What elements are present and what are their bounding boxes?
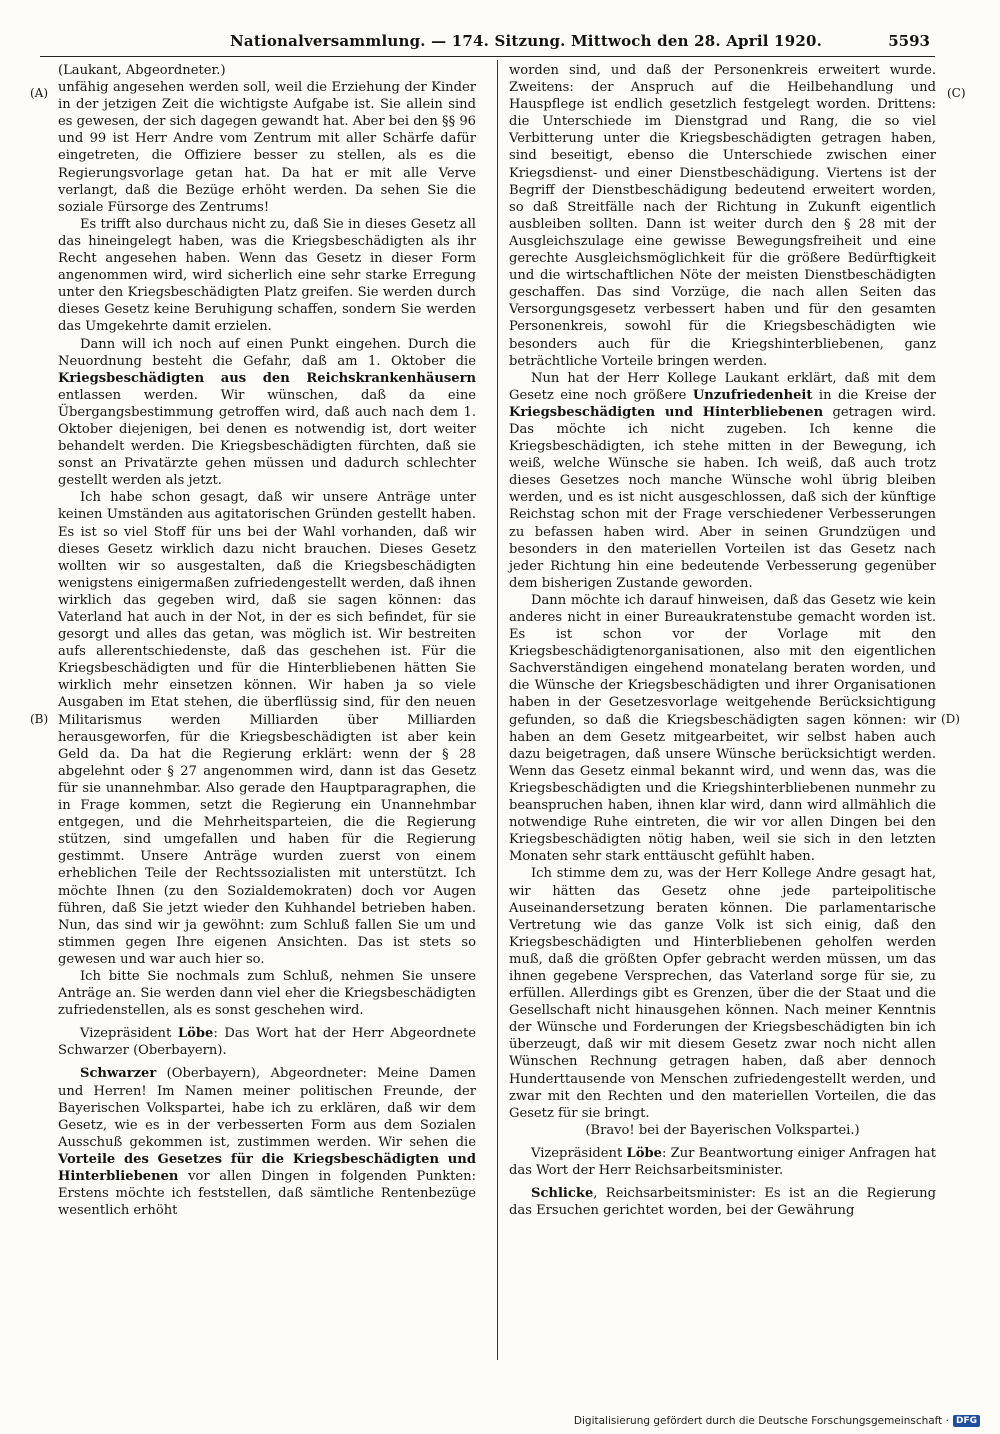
vice-president-remark: Vizepräsident Löbe: Zur Beantwortung einiger Anfragen hat das Wort der Herr Reichsarbeitsminister. bbox=[509, 1145, 937, 1178]
right-column bbox=[509, 62, 936, 1219]
paragraph: worden sind, und daß der Personenkreis erweitert wurde. Zweitens: der Anspruch auf die Heilbehandlung und Hauspflege ist endlich gesetzlich festgelegt worden. Drittens: die Unterschiede im Dienstgrad und Rang, die so viel Verbitterung unter die Kriegsbeschädigten getragen haben, sind beseitigt, ebenso die Unterschiede zwischen einer Kriegsdienst- und einer Dienstbeschädigung. Viertens ist der Begriff der Dienstbeschädigung bedeutend erweitert worden, so daß Streitfälle nach der Richtung in Zukunft eigentlich ausbleiben sollten. Dann ist weiter durch den § 28 mit der Ausgleichszulage eine gewisse Bewegungsfreiheit und eine gerechte Ausgleichsmöglichkeit für die größere Bedürftigkeit und die wirtschaftlichen Nöte der meisten Dienstbeschädigten geschaffen. Das sind Vorzüge, die nach allen Seiten das Versorgungsgesetz verbessert haben und für den gesamten Personenkreis, sowohl für die Kriegsbeschädigten wie besonders auch für die Kriegshinterbliebenen, ganz beträchtliche Vorteile bringen werden. bbox=[509, 63, 936, 369]
speaker-name: Schwarzer bbox=[80, 1066, 157, 1082]
page-number: 5593 bbox=[888, 32, 930, 50]
speaker-name: Löbe bbox=[177, 1026, 214, 1042]
dfg-logo: DFG bbox=[953, 1415, 980, 1427]
footer-text: Digitalisierung gefördert durch die Deutsche Forschungsgemeinschaft · bbox=[573, 1415, 949, 1427]
speech-start: Schlicke, Reichsarbeitsminister: Es ist an die Regierung das Ersuchen gerichtet worden, bei der Gewährung bbox=[509, 1186, 936, 1219]
margin-marker-b: (B) bbox=[30, 712, 49, 726]
speaker-name: Schlicke bbox=[531, 1186, 594, 1202]
speaker-name: Löbe bbox=[626, 1145, 662, 1161]
vice-president-remark: Vizepräsident Löbe: Das Wort hat der Herr Abgeordnete Schwarzer (Oberbayern). bbox=[58, 1026, 476, 1059]
applause-note: (Bravo! bei der Bayerischen Volkspartei.) bbox=[585, 1122, 860, 1138]
paragraph: Ich stimme dem zu, was der Herr Kollege Andre gesagt hat, wir hätten das Gesetz ohne jede parteipolitische Auseinandersetzung beraten können. Die parlamentarische Vertretung wie das ganze Volk ist sich einig, daß den Kriegsbeschädigten und Hinterbliebenen geholfen werden muß, daß die größten Opfer gebracht werden müssen, um das ihnen gegebene Versprechen, das Vaterland sorge für sie, zu erfüllen. Allerdings gibt es Grenzen, über die der Staat und die Gesellschaft nicht hinausgehen können. Nach meiner Kenntnis der Wünsche und Forderungen der Kriegsbeschädigten bin ich überzeugt, daß wir mit diesem Gesetz zwar noch nicht allen Wünschen Rechnung getragen haben, daß aber dennoch Hunderttausende von Menschen zufriedengestellt werden, und zwar mit den Rechten und den materiellen Vorteilen, die das Gesetz für sie bringt. bbox=[509, 866, 936, 1121]
emphasis: Kriegsbeschädigten und Hinterbliebenen bbox=[509, 404, 824, 420]
emphasis: Vorteile des Gesetzes für die Kriegsbeschädigten und Hinterbliebenen bbox=[58, 1151, 476, 1184]
page-header bbox=[40, 30, 930, 54]
column-divider bbox=[497, 60, 498, 1360]
margin-marker-a: (A) bbox=[30, 86, 49, 100]
paragraph: Dann will ich noch auf einen Punkt eingehen. Durch die Neuordnung besteht die Gefahr, daß am 1. Oktober die Kriegsbeschädigten aus den Reichskrankenhäusern entlassen werden. Wir wünschen, daß da eine Übergangsbestimmung getroffen wird, daß auch nach dem 1. Oktober diejenigen, bei denen es notwendig ist, dort weiter behandelt werden. Die Kriegsbeschädigten fürchten, daß sie sonst an Privatärzte gehen müssen und dadurch schlechter gestellt werden als jetzt. bbox=[58, 336, 476, 489]
speech-start: Schwarzer (Oberbayern), Abgeordneter: Meine Damen und Herren! Im Namen meiner politischen Freunde, der Bayerischen Volkspartei, habe ich zu erklären, daß wir dem Gesetz, wie es in der verbesserten Form aus dem Sozialen Ausschuß gekommen ist, zustimmen werden. Wir sehen die Vorteile des Gesetzes für die Kriegsbeschädigten und Hinterbliebenen vor allen Dingen in folgenden Punkten: Erstens möchte ich feststellen, daß sämtliche Rentenbezüge wesentlich erhöht bbox=[58, 1066, 476, 1219]
paragraph: unfähig angesehen werden soll, weil die Erziehung der Kinder in der jetzigen Zeit die wichtigste Aufgabe ist. Sie allein sind es gewesen, der sich dagegen gewandt hat. Aber bei den §§ 96 und 99 ist Herr Andre vom Zentrum mit aller Schärfe dafür eingetreten, die Offiziere besser zu stellen, als es die Regierungsvorlage getan hat. Da hat er mit alle Verve verlangt, daß die Bezüge erhöht werden. Da sehen Sie die soziale Fürsorge des Zentrums! bbox=[58, 80, 476, 215]
paragraph: Ich bitte Sie nochmals zum Schluß, nehmen Sie unsere Anträge an. Sie werden dann viel eher die Kriegsbeschädigten zufriedenstellen, als es sonst geschehen wird. bbox=[58, 968, 476, 1019]
paragraph: Dann möchte ich darauf hinweisen, daß das Gesetz wie kein anderes nicht in einer Bureaukratenstube gemacht worden ist. Es ist schon vor der Vorlage mit den Kriegsbeschädigtenorganisationen, also mit den eigentlichen Sachverständigen eingehend monatelang beraten worden, und die Wünsche der Kriegsbeschädigten und ihrer Organisationen haben in der Gesetzesvorlage weitgehende Berücksichtigung gefunden, so daß die Kriegsbeschädigten sagen können: wir haben an dem Gesetz mitgearbeitet, wir selbst haben auch dazu beigetragen, daß unsere Wünsche berücksichtigt werden. Wenn das Gesetz einmal bekannt wird, und wenn das, was die Kriegsbeschädigten und die Kriegshinterbliebenen nunmehr zu beanspruchen haben, ihnen klar wird, dann wird allmählich die notwendige Ruhe eintreten, die wir vor allen Dingen bei den Kriegsbeschädigten nötig haben, weil sie sich in den letzten Monaten sehr stark enttäuscht gefühlt haben. bbox=[509, 592, 936, 865]
left-column bbox=[58, 62, 476, 1219]
paragraph: Nun hat der Herr Kollege Laukant erklärt, daß mit dem Gesetz eine noch größere Unzufriedenheit in die Kreise der Kriegsbeschädigten und Hinterbliebenen getragen wird. Das möchte ich nicht zugeben. Ich kenne die Kriegsbeschädigten, ich stehe mitten in der Bewegung, ich weiß, welche Wünsche sie haben. Ich weiß, daß auch trotz dieses Gesetzes noch manche Wünsche wohl übrig bleiben werden, und es ist nicht ausgeschlossen, daß sich der künftige Reichstag schon mit der Frage verschiedener Verbesserungen zu befassen haben wird. Aber in seinen Grundzügen und besonders in den materiellen Vorteilen ist das Gesetz nach jeder Richtung hin eine bedeutende Verbesserung gegenüber dem bisherigen Zustande geworden. bbox=[509, 370, 937, 591]
speaker-note: (Laukant, Abgeordneter.) bbox=[58, 63, 226, 78]
emphasis: Kriegsbeschädigten aus den Reichskrankenhäusern bbox=[58, 370, 476, 386]
running-title: Nationalversammlung. — 174. Sitzung. Mittwoch den 28. April 1920. bbox=[230, 32, 823, 50]
margin-marker-c: (C) bbox=[947, 86, 966, 100]
header-rule bbox=[40, 56, 935, 57]
paragraph: Ich habe schon gesagt, daß wir unsere Anträge unter keinen Umständen aus agitatorischen Gründen gestellt haben. Es ist so viel Stoff für uns bei der Wahl vorhanden, daß wir dieses Gesetz wirklich dazu nicht brauchen. Dieses Gesetz wollten wir so ausgestalten, daß die Kriegsbeschädigten wenigstens einigermaßen zufriedengestellt werden, daß ihnen wirklich das gegeben wird, daß sie sagen können: das Vaterland hat auch in der Not, in der es sich befindet, für sie gesorgt und alles das getan, was möglich ist. Wir bestreiten aufs allerentschiedenste, daß das geschehen ist. Für die Kriegsbeschädigten und für die Hinterbliebenen hätten Sie wirklich mehr einsetzen können. Wir haben ja so viele Ausgaben im Etat stehen, die überflüssig sind, für den neuen Militarismus werden Milliarden über Milliarden herausgeworfen, für die Kriegsbeschädigten ist aber kein Geld da. Da hat die Regierung erklärt: wenn der § 28 abgelehnt oder § 27 angenommen wird, dann ist das Gesetz für sie unannehmbar. Also gerade den Hauptparagraphen, die in Frage kommen, setzt die Regierung ein Unannehmbar entgegen, und die Mehrheitsparteien, die die Regierung stützen, sind umgefallen und haben für die Regierung gestimmt. Unsere Anträge wurden zuerst von einem erheblichen Teile der Rechtssozialisten mit unterstützt. Ich möchte Ihnen (zu den Sozialdemokraten) doch vor Augen führen, daß Sie jetzt wieder den Kuhhandel betrieben haben. Nun, das sind wir ja gewöhnt: zum Schluß fallen Sie um und stimmen gegen Ihre eigenen Ansichten. Das ist stets so gewesen und war auch hier so. bbox=[58, 490, 476, 967]
emphasis: Unzufriedenheit bbox=[692, 387, 813, 403]
footer bbox=[574, 1415, 980, 1427]
paragraph: Es trifft also durchaus nicht zu, daß Sie in dieses Gesetz all das hineingelegt haben, was die Kriegsbeschädigten als ihr Recht angesehen haben. Wenn das Gesetz in dieser Form angenommen wird, wird sicherlich eine sehr starke Erregung unter den Kriegsbeschädigten Platz greifen. Sie werden durch dieses Gesetz keine Beruhigung schaffen, sondern Sie werden das Umgekehrte damit erzielen. bbox=[58, 216, 476, 335]
margin-marker-d: (D) bbox=[941, 712, 960, 726]
